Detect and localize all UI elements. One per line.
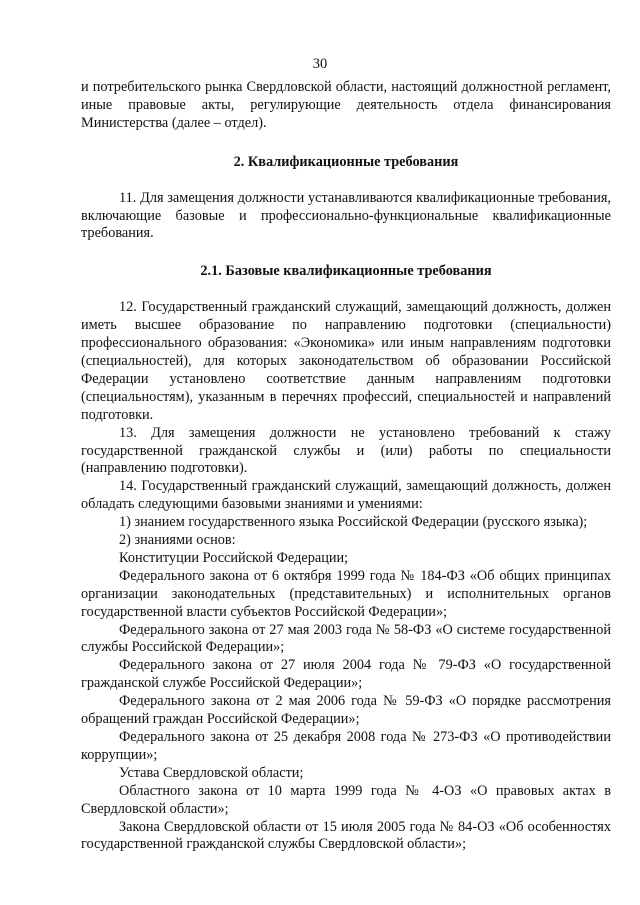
section-2-1-heading: 2.1. Базовые квалификационные требования (200, 263, 492, 280)
law-item: Конституции Российской Федерации; (119, 549, 349, 566)
law-item: Устава Свердловской области; (119, 764, 304, 781)
law-item: Федерального закона от 27 мая 2003 года № 58-ФЗ «О системе государственной службы Российской Федерации»; (81, 621, 611, 656)
law-item: Федерального закона от 2 мая 2006 года № 59-ФЗ «О порядке рассмотрения обращений граждан Российской Федерации»; (81, 693, 611, 728)
law-item: Областного закона от 10 марта 1999 года № 4-ОЗ «О правовых актах в Свердловской области»; (81, 782, 611, 817)
law-item: Закона Свердловской области от 15 июля 2005 года № 84-ОЗ «Об особенностях государственной гражданской службы Свердловской области»; (81, 818, 611, 853)
list-item-2: 2) знаниями основ: (119, 532, 236, 549)
law-item: Федерального закона от 25 декабря 2008 года № 273-ФЗ «О противодействии коррупции»; (81, 729, 611, 763)
law-item: Федерального закона от 6 октября 1999 года № 184-ФЗ «Об общих принципах организации законодательных (представительных) и исполнительных органов государственной власти субъектов Российской Федерации»; (81, 567, 611, 620)
section-2-heading: 2. Квалификационные требования (233, 153, 459, 170)
document-body (81, 79, 611, 854)
paragraph-12: 12. Государственный гражданский служащий, замещающий должность, должен иметь высшее образование по направлению подготовки (специальности) профессионального образования: «Экономика» или иным направлениям подготовки (специальностей), для которых законодательством об образовании Российской Федерации установлено соответствие данным направлениям подготовки (специальностям), указанным в перечнях профессий, специальностей и направлений подготовки. (81, 299, 611, 423)
intro-paragraph: и потребительского рынка Свердловской области, настоящий должностной регламент, иные правовые акты, регулирующие деятельность отдела финансирования Министерства (далее – отдел). (81, 79, 611, 131)
list-item-1: 1) знанием государственного языка Российской Федерации (русского языка); (119, 514, 588, 531)
paragraph-13: 13. Для замещения должности не установлено требований к стажу государственной гражданской службы и (или) работы по специальности (направлению подготовки). (81, 424, 611, 477)
paragraph-11: 11. Для замещения должности устанавливаются квалификационные требования, включающие базовые и профессионально-функциональные квалификационные требования. (81, 189, 611, 242)
law-item: Федерального закона от 27 июля 2004 года № 79-ФЗ «О государственной гражданской службе Российской Федерации»; (81, 657, 611, 692)
page-number: 30 (312, 56, 328, 72)
paragraph-14: 14. Государственный гражданский служащий, замещающий должность, должен обладать следующими базовыми знаниями и умениями: (81, 478, 611, 513)
